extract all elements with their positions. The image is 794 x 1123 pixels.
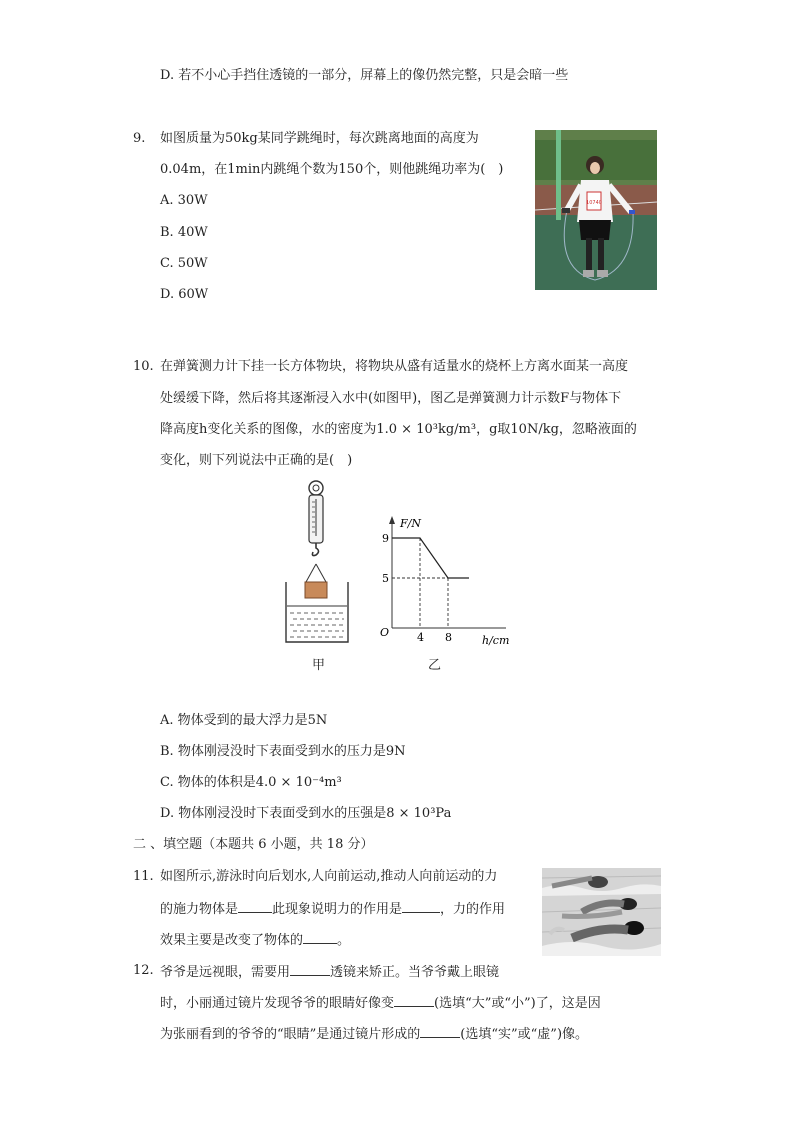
q9-option-b: B. 40W [160,225,208,240]
series-line-f-vs-h [392,538,469,578]
q11-number: 11. [133,869,154,884]
q10-stem-line1: 在弹簧测力计下挂一长方体物块，将物块从盛有适量水的烧杯上方离水面某一高度 [160,359,629,374]
q12-blank-3[interactable] [420,1024,460,1038]
x-tick-label-8: 8 [445,631,452,644]
q9-option-a: A. 30W [160,193,208,208]
q12-line3 [160,1024,588,1044]
q11-blank-3[interactable] [303,930,337,944]
q9-stem-line2: 0.04m，在1min内跳绳个数为150个，则他跳绳功率为( ) [160,162,504,177]
x-tick-label-4: 4 [417,631,424,644]
q11-line3 [160,930,350,950]
q11-line1: 如图所示,游泳时向后划水,人向前运动,推动人向前运动的力 [160,869,498,884]
q10-stem-line3: 降高度h变化关系的图像，水的密度为1.0 × 10³kg/m³，g取10N/kg，忽略液面的 [160,422,637,437]
q11-line3-part1: 效果主要是改变了物体的 [160,933,304,948]
q11-line2 [160,899,505,919]
q12-line2-part1: 时，小丽通过镜片发现爷爷的眼睛好像变 [160,996,395,1011]
q9-option-c: C. 50W [160,256,208,271]
y-axis-arrow-icon [389,516,395,524]
swimming-photo [542,868,661,956]
q12-line1-part2: 透镜来矫正。当爷爷戴上眼镜 [330,965,500,980]
q12-number: 12. [133,963,154,978]
y-tick-label-5: 5 [382,572,389,585]
jump-rope-photo [535,130,657,290]
q12-line1 [160,962,499,982]
q12-line3-part1: 为张丽看到的爷爷的“眼睛”是通过镜片形成的 [160,1027,421,1042]
q9-stem-line1: 如图质量为50kg某同学跳绳时，每次跳离地面的高度为 [160,131,479,146]
figure-yi-label: 乙 [428,658,442,673]
y-axis-label: F/N [400,517,421,530]
q11-line2-part2: 此现象说明力的作用是 [272,902,403,917]
q10-option-c: C. 物体的体积是4.0 × 10⁻⁴m³ [160,775,342,790]
q11-blank-2[interactable] [402,899,440,913]
q12-line2-part2: (选填“大”或“小”)了，这是因 [434,996,601,1011]
bib-number: 10740 [586,200,602,206]
q11-line2-part1: 的施力物体是 [160,902,239,917]
q10-stem-line2: 处缓缓下降，然后将其逐渐浸入水中(如图甲)，图乙是弹簧测力计示数F与物体下 [160,391,622,406]
origin-label: O [380,626,390,639]
q12-blank-2[interactable] [394,993,434,1007]
figure-jia-spring-scale [280,478,360,678]
q10-option-b: B. 物体刚浸没时下表面受到水的压力是9N [160,744,406,759]
q10-number: 10. [133,359,154,374]
section-2-title: 二 、填空题（本题共 6 小题，共 18 分） [133,837,374,852]
q11-line2-part3: ，力的作用 [440,902,506,917]
q10-option-a: A. 物体受到的最大浮力是5N [160,713,328,728]
q10-stem-line4: 变化，则下列说法中正确的是( ) [160,453,353,468]
q8-option-d: D. 若不小心手挡住透镜的一部分，屏幕上的像仍然完整，只是会暗一些 [160,68,569,83]
q12-blank-1[interactable] [290,962,330,976]
q11-line3-part2: 。 [337,933,351,948]
x-axis-label: h/cm [482,634,510,647]
q10-option-d: D. 物体刚浸没时下表面受到水的压强是8 × 10³Pa [160,806,452,821]
q12-line2 [160,993,601,1013]
q9-option-d: D. 60W [160,287,209,302]
q12-line1-part1: 爷爷是远视眼，需要用 [160,965,291,980]
q9-number: 9. [133,131,146,146]
y-tick-label-9: 9 [382,532,389,545]
figure-yi-graph [376,510,516,650]
q12-line3-part2: (选填“实”或“虚”)像。 [460,1027,589,1042]
figure-jia-label: 甲 [312,658,326,673]
q11-blank-1[interactable] [238,899,272,913]
